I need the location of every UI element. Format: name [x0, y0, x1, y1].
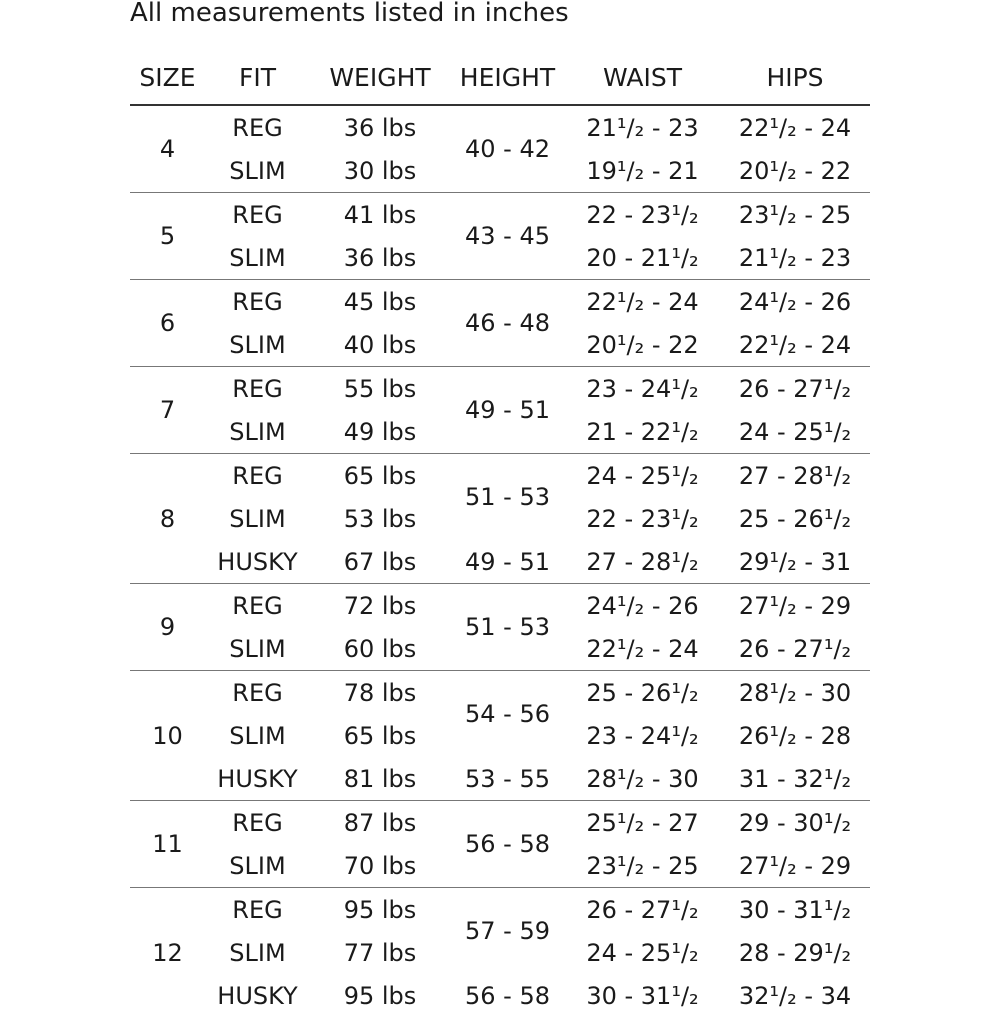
table-row [130, 193, 870, 237]
weight-cell: 55 lbs [310, 367, 450, 411]
hips-cell: 26¹/₂ - 28 [720, 714, 870, 757]
hips-cell: 27¹/₂ - 29 [720, 584, 870, 628]
header-waist: WAIST [565, 50, 720, 105]
waist-cell: 20¹/₂ - 22 [565, 323, 720, 367]
hips-cell: 29¹/₂ - 31 [720, 540, 870, 584]
hips-cell: 24¹/₂ - 26 [720, 280, 870, 324]
waist-cell: 22¹/₂ - 24 [565, 627, 720, 671]
height-cell: 51 - 53 [450, 454, 565, 541]
fit-cell: REG [205, 888, 310, 932]
waist-cell: 22 - 23¹/₂ [565, 497, 720, 540]
weight-cell: 65 lbs [310, 714, 450, 757]
fit-cell: REG [205, 801, 310, 845]
size-cell: 4 [130, 105, 205, 193]
size-group [130, 671, 870, 801]
weight-cell: 70 lbs [310, 844, 450, 888]
header-size: SIZE [130, 50, 205, 105]
height-cell: 46 - 48 [450, 280, 565, 367]
size-group [130, 584, 870, 671]
hips-cell: 31 - 32¹/₂ [720, 757, 870, 801]
hips-cell: 20¹/₂ - 22 [720, 149, 870, 193]
table-row [130, 974, 870, 1017]
fit-cell: SLIM [205, 236, 310, 280]
weight-cell: 81 lbs [310, 757, 450, 801]
size-cell: 12 [130, 888, 205, 1017]
fit-cell: HUSKY [205, 540, 310, 584]
height-cell: 51 - 53 [450, 584, 565, 671]
waist-cell: 26 - 27¹/₂ [565, 888, 720, 932]
hips-cell: 32¹/₂ - 34 [720, 974, 870, 1017]
weight-cell: 72 lbs [310, 584, 450, 628]
table-row [130, 671, 870, 715]
waist-cell: 25 - 26¹/₂ [565, 671, 720, 715]
weight-cell: 45 lbs [310, 280, 450, 324]
waist-cell: 24¹/₂ - 26 [565, 584, 720, 628]
size-cell: 9 [130, 584, 205, 671]
size-group [130, 367, 870, 454]
fit-cell: HUSKY [205, 757, 310, 801]
hips-cell: 26 - 27¹/₂ [720, 627, 870, 671]
size-cell: 8 [130, 454, 205, 584]
fit-cell: REG [205, 280, 310, 324]
fit-cell: SLIM [205, 714, 310, 757]
weight-cell: 36 lbs [310, 105, 450, 149]
waist-cell: 30 - 31¹/₂ [565, 974, 720, 1017]
header-height: HEIGHT [450, 50, 565, 105]
header-weight: WEIGHT [310, 50, 450, 105]
fit-cell: REG [205, 367, 310, 411]
weight-cell: 78 lbs [310, 671, 450, 715]
waist-cell: 25¹/₂ - 27 [565, 801, 720, 845]
waist-cell: 23¹/₂ - 25 [565, 844, 720, 888]
height-cell: 56 - 58 [450, 801, 565, 888]
waist-cell: 20 - 21¹/₂ [565, 236, 720, 280]
fit-cell: REG [205, 193, 310, 237]
height-cell: 49 - 51 [450, 367, 565, 454]
table-row [130, 757, 870, 801]
waist-cell: 21 - 22¹/₂ [565, 410, 720, 454]
height-cell: 57 - 59 [450, 888, 565, 975]
size-group [130, 888, 870, 1017]
height-cell: 53 - 55 [450, 757, 565, 801]
size-cell: 10 [130, 671, 205, 801]
fit-cell: SLIM [205, 931, 310, 974]
table-row [130, 280, 870, 324]
table-header [130, 50, 870, 105]
weight-cell: 65 lbs [310, 454, 450, 498]
weight-cell: 30 lbs [310, 149, 450, 193]
hips-cell: 24 - 25¹/₂ [720, 410, 870, 454]
size-chart-table [130, 50, 870, 1017]
header-hips: HIPS [720, 50, 870, 105]
waist-cell: 24 - 25¹/₂ [565, 931, 720, 974]
weight-cell: 67 lbs [310, 540, 450, 584]
size-group [130, 801, 870, 888]
waist-cell: 24 - 25¹/₂ [565, 454, 720, 498]
weight-cell: 87 lbs [310, 801, 450, 845]
hips-cell: 22¹/₂ - 24 [720, 323, 870, 367]
height-cell: 40 - 42 [450, 105, 565, 193]
size-group [130, 454, 870, 584]
size-cell: 5 [130, 193, 205, 280]
size-group [130, 280, 870, 367]
waist-cell: 19¹/₂ - 21 [565, 149, 720, 193]
weight-cell: 49 lbs [310, 410, 450, 454]
table-row [130, 540, 870, 584]
weight-cell: 36 lbs [310, 236, 450, 280]
fit-cell: REG [205, 671, 310, 715]
hips-cell: 29 - 30¹/₂ [720, 801, 870, 845]
fit-cell: SLIM [205, 497, 310, 540]
waist-cell: 23 - 24¹/₂ [565, 367, 720, 411]
size-group [130, 193, 870, 280]
table-row [130, 584, 870, 628]
hips-cell: 22¹/₂ - 24 [720, 105, 870, 149]
weight-cell: 60 lbs [310, 627, 450, 671]
weight-cell: 95 lbs [310, 888, 450, 932]
size-cell: 6 [130, 280, 205, 367]
height-cell: 54 - 56 [450, 671, 565, 758]
fit-cell: SLIM [205, 410, 310, 454]
waist-cell: 21¹/₂ - 23 [565, 105, 720, 149]
waist-cell: 23 - 24¹/₂ [565, 714, 720, 757]
size-cell: 7 [130, 367, 205, 454]
hips-cell: 27 - 28¹/₂ [720, 454, 870, 498]
table-row [130, 888, 870, 932]
size-group [130, 105, 870, 193]
hips-cell: 28 - 29¹/₂ [720, 931, 870, 974]
size-cell: 11 [130, 801, 205, 888]
weight-cell: 40 lbs [310, 323, 450, 367]
table-row [130, 367, 870, 411]
hips-cell: 28¹/₂ - 30 [720, 671, 870, 715]
table-row [130, 801, 870, 845]
waist-cell: 27 - 28¹/₂ [565, 540, 720, 584]
fit-cell: REG [205, 454, 310, 498]
table-row [130, 454, 870, 498]
hips-cell: 30 - 31¹/₂ [720, 888, 870, 932]
height-cell: 56 - 58 [450, 974, 565, 1017]
hips-cell: 23¹/₂ - 25 [720, 193, 870, 237]
waist-cell: 22 - 23¹/₂ [565, 193, 720, 237]
waist-cell: 28¹/₂ - 30 [565, 757, 720, 801]
weight-cell: 41 lbs [310, 193, 450, 237]
hips-cell: 27¹/₂ - 29 [720, 844, 870, 888]
waist-cell: 22¹/₂ - 24 [565, 280, 720, 324]
weight-cell: 95 lbs [310, 974, 450, 1017]
fit-cell: SLIM [205, 627, 310, 671]
table-row [130, 105, 870, 149]
fit-cell: SLIM [205, 323, 310, 367]
hips-cell: 26 - 27¹/₂ [720, 367, 870, 411]
weight-cell: 53 lbs [310, 497, 450, 540]
hips-cell: 21¹/₂ - 23 [720, 236, 870, 280]
hips-cell: 25 - 26¹/₂ [720, 497, 870, 540]
fit-cell: REG [205, 584, 310, 628]
fit-cell: SLIM [205, 844, 310, 888]
fit-cell: REG [205, 105, 310, 149]
fit-cell: HUSKY [205, 974, 310, 1017]
fit-cell: SLIM [205, 149, 310, 193]
height-cell: 43 - 45 [450, 193, 565, 280]
measurement-note: All measurements listed in inches [130, 0, 569, 28]
header-row [130, 50, 870, 105]
height-cell: 49 - 51 [450, 540, 565, 584]
header-fit: FIT [205, 50, 310, 105]
weight-cell: 77 lbs [310, 931, 450, 974]
